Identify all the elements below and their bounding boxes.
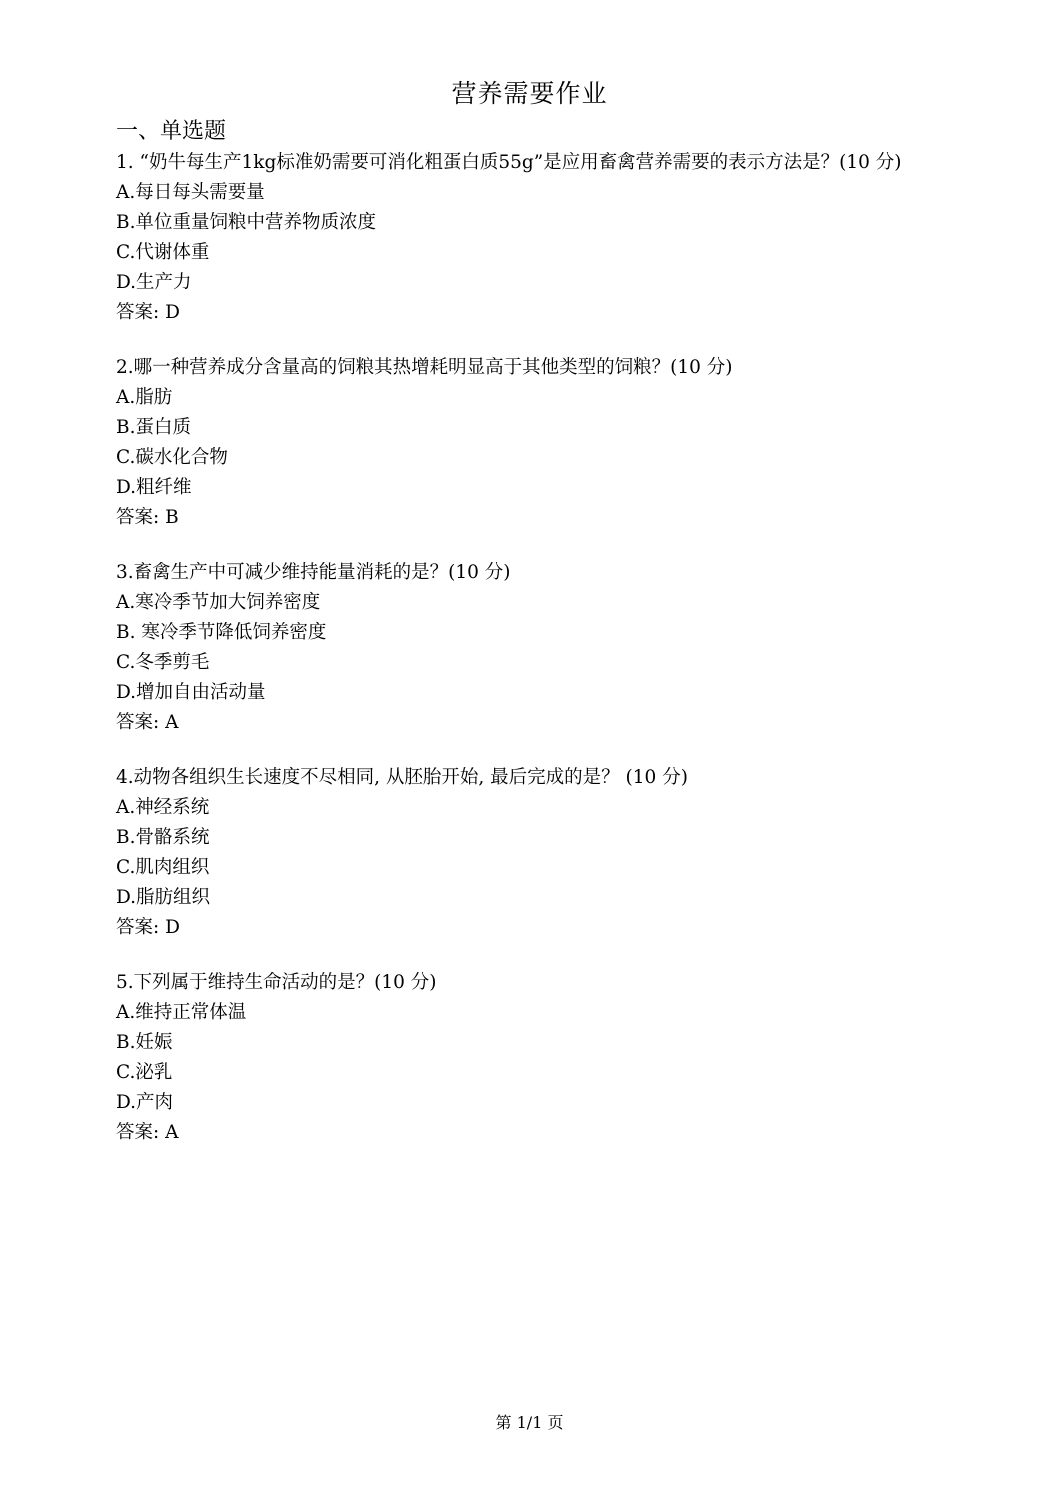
- answer: 答案: B: [116, 507, 179, 528]
- option-b: B.蛋白质: [116, 417, 191, 438]
- answer: 答案: A: [116, 712, 179, 733]
- option-c: C.泌乳: [116, 1062, 173, 1083]
- option-c: C.冬季剪毛: [116, 652, 210, 673]
- option-c: C.碳水化合物: [116, 447, 228, 468]
- question-1: [116, 148, 946, 328]
- question-text: 5.下列属于维持生命活动的是？(10 分): [116, 972, 437, 993]
- option-d: D.增加自由活动量: [116, 682, 266, 703]
- option-a: A.脂肪: [116, 387, 173, 408]
- document-title: 营养需要作业: [451, 79, 608, 108]
- answer: 答案: D: [116, 302, 180, 323]
- option-a: A.神经系统: [116, 797, 210, 818]
- question-3: [116, 558, 946, 738]
- option-d: D.粗纤维: [116, 477, 192, 498]
- option-b: B.骨骼系统: [116, 827, 210, 848]
- option-c: C.肌肉组织: [116, 857, 210, 878]
- page-footer: 第 1/1 页: [495, 1413, 564, 1432]
- question-4: [116, 763, 946, 943]
- option-c: C.代谢体重: [116, 242, 210, 263]
- option-b: B. 寒冷季节降低饲养密度: [116, 622, 327, 643]
- option-a: A.寒冷季节加大饲养密度: [116, 592, 321, 613]
- question-5: [116, 968, 946, 1148]
- question-text: 3.畜禽生产中可减少维持能量消耗的是？(10 分): [116, 562, 511, 583]
- option-d: D.生产力: [116, 272, 192, 293]
- option-d: D.脂肪组织: [116, 887, 211, 908]
- question-text: 4.动物各组织生长速度不尽相同, 从胚胎开始, 最后完成的是？ (10 分): [116, 767, 688, 788]
- question-text: 2.哪一种营养成分含量高的饲粮其热增耗明显高于其他类型的饲粮？(10 分): [116, 357, 733, 378]
- question-list: [116, 148, 946, 1148]
- option-b: B.单位重量饲粮中营养物质浓度: [116, 212, 376, 233]
- section-heading: 一、单选题: [116, 119, 227, 144]
- answer: 答案: D: [116, 917, 180, 938]
- answer: 答案: A: [116, 1122, 179, 1143]
- option-d: D.产肉: [116, 1092, 174, 1113]
- question-2: [116, 353, 946, 533]
- option-b: B.妊娠: [116, 1032, 173, 1053]
- option-a: A.每日每头需要量: [116, 182, 265, 203]
- option-a: A.维持正常体温: [116, 1002, 247, 1023]
- question-text: 1. “奶牛每生产1kg标准奶需要可消化粗蛋白质55g”是应用畜禽营养需要的表示方法是？(10 分): [116, 152, 902, 173]
